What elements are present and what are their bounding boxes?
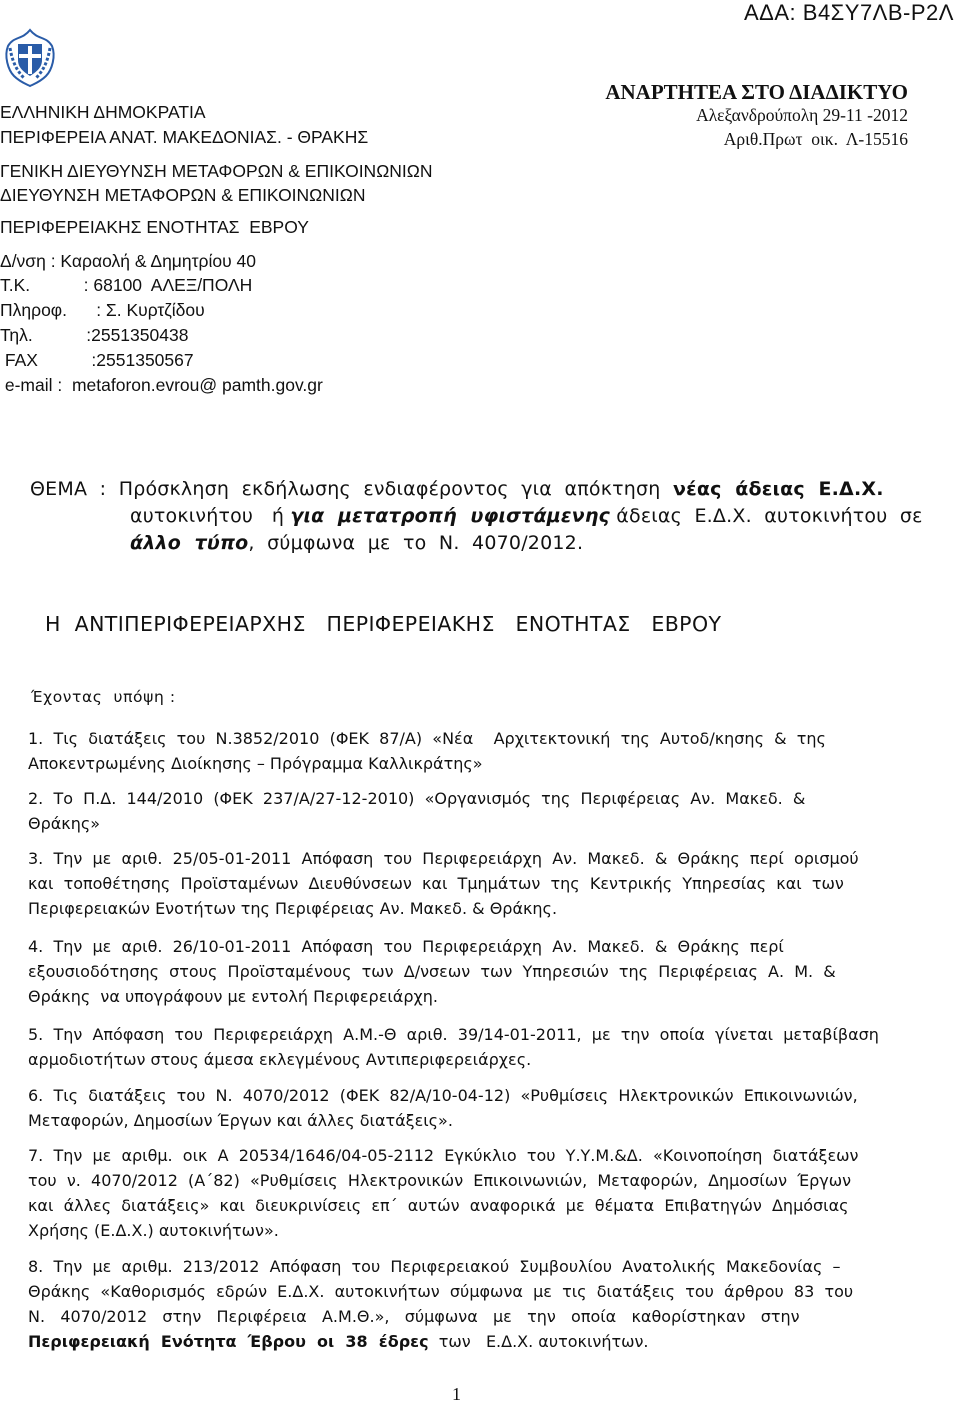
item-line: 3. Την με αριθ. 25/05-01-2011 Απόφαση του Περιφερειάρχη Αν. Μακεδ. & Θράκης περί ορισμού (28, 849, 859, 868)
item-line: του ν. 4070/2012 (Α΄82) «Ρυθμίσεις Ηλεκτρονικών Επικοινωνιών, Μεταφορών, Δημοσίων Έργων (28, 1171, 852, 1190)
list-item (28, 1022, 888, 1072)
ada-code: ΑΔΑ: Β4ΣΥ7ΛΒ-Ρ2Λ (744, 0, 954, 25)
fax-line: FAX :2551350567 (0, 350, 194, 370)
item-line: αρμοδιοτήτων στους άμεσα εκλεγμένους Αντιπεριφερειάρχες. (28, 1050, 532, 1069)
list-item (28, 934, 888, 1009)
list-item (28, 726, 888, 776)
greek-coat-of-arms-icon (4, 26, 56, 88)
item-line: Χρήσης (Ε.Δ.Χ.) αυτοκινήτων». (28, 1221, 279, 1240)
item-line: 8. Την με αριθμ. 213/2012 Απόφαση του Περιφερειακού Συμβουλίου Ανατολικής Μακεδονίας – (28, 1257, 841, 1276)
item-line: 7. Την με αριθμ. οικ Α 20534/1646/04-05-2112 Εγκύκλιο του Υ.Υ.Μ.&Δ. «Κοινοποίηση διατάξεων (28, 1146, 859, 1165)
item-line: εξουσιοδότησης στους Προϊσταμένους των Δ/νσεων των Υπηρεσιών της Περιφέρειας Α. Μ. & (28, 962, 836, 981)
item-line: Θράκης «Καθορισμός εδρών Ε.Δ.Χ. αυτοκινήτων σύμφωνα με τις διατάξεις του άρθρου 83 του (28, 1282, 854, 1301)
item-line (28, 1329, 888, 1354)
item-bold-text: Περιφερειακή Ενότητα Έβρου οι 38 έδρες (28, 1332, 429, 1351)
item-line: 1. Τις διατάξεις του Ν.3852/2010 (ΦΕΚ 87/Α) «Νέα Αρχιτεκτονική της Αυτοδ/κησης & της (28, 729, 826, 748)
item-line: Θράκης να υπογράφουν με εντολή Περιφερειάρχη. (28, 987, 438, 1006)
header-line: ΔΙΕΥΘΥΝΣΗ ΜΕΤΑΦΟΡΩΝ & ΕΠΙΚΟΙΝΩΝΙΩΝ (0, 185, 366, 205)
subject-block (30, 476, 923, 557)
page-number: 1 (452, 1384, 461, 1404)
subject-text-2a: αυτοκινήτου ή (130, 505, 291, 527)
subject-bold-1: νέας άδειας Ε.Δ.Χ. (672, 478, 884, 500)
item-line: Μεταφορών, Δημοσίων Έργων και άλλες διατάξεις». (28, 1111, 453, 1130)
subject-prefix: ΘΕΜΑ : Πρόσκληση εκδήλωσης ενδιαφέροντος για απόκτηση (30, 478, 673, 500)
header-line: ΠΕΡΙΦΕΡΕΙΑΚΗΣ ΕΝΟΤΗΤΑΣ ΕΒΡΟΥ (0, 217, 309, 237)
item-line: Ν. 4070/2012 στην Περιφέρεια Α.Μ.Θ.», σύμφωνα με την οποία καθορίστηκαν στην (28, 1307, 800, 1326)
email-line: e-mail : metaforon.evrou@ pamth.gov.gr (0, 375, 323, 395)
authority-heading: Η ΑΝΤΙΠΕΡΙΦΕΡΕΙΑΡΧΗΣ ΠΕΡΙΦΕΡΕΙΑΚΗΣ ΕΝΟΤΗΤΑΣ ΕΒΡΟΥ (45, 612, 722, 636)
header-line: ΠΕΡΙΦΕΡΕΙΑ ΑΝΑΤ. ΜΑΚΕΔΟΝΙΑΣ. - ΘΡΑΚΗΣ (0, 127, 369, 147)
having-in-view: Έχοντας υπόψη : (31, 688, 176, 706)
item-line: 5. Την Απόφαση του Περιφερειάρχη Α.Μ.-Θ αριθ. 39/14-01-2011, με την οποία γίνεται μεταβίβαση (28, 1025, 879, 1044)
item-line: Περιφερειακών Ενοτήτων της Περιφέρειας Αν. Μακεδ. & Θράκης. (28, 899, 558, 918)
item-text: των Ε.Δ.Χ. αυτοκινήτων. (428, 1332, 649, 1351)
list-item (28, 1143, 888, 1243)
subject-bold-3: άλλο τύπο (130, 532, 249, 554)
item-line: και τοποθέτησης Προϊσταμένων Διευθύνσεων και Τμημάτων της Κεντρικής Υπηρεσίας και των (28, 874, 844, 893)
list-item (28, 846, 888, 921)
protocol-number: Αριθ.Πρωτ οικ. Λ-15516 (723, 129, 908, 149)
postcode-line: Τ.Κ. : 68100 ΑΛΕΞ/ΠΟΛΗ (0, 275, 253, 295)
address-line: Δ/νση : Καραολή & Δημητρίου 40 (0, 251, 257, 271)
item-line: 2. Το Π.Δ. 144/2010 (ΦΕΚ 237/Α/27-12-2010) «Οργανισμός της Περιφέρειας Αν. Μακεδ. & (28, 789, 806, 808)
phone-line: Τηλ. :2551350438 (0, 325, 189, 345)
subject-text-3: , σύμφωνα με το Ν. 4070/2012. (248, 532, 584, 554)
subject-bold-2: για μετατροπή υφιστάμενης (290, 505, 611, 527)
item-line: Αποκεντρωμένης Διοίκησης – Πρόγραμμα Καλλικράτης» (28, 754, 483, 773)
header-line: ΕΛΛΗΝΙΚΗ ΔΗΜΟΚΡΑΤΙΑ (0, 102, 206, 122)
header-line: ΓΕΝΙΚΗ ΔΙΕΥΘΥΝΣΗ ΜΕΤΑΦΟΡΩΝ & ΕΠΙΚΟΙΝΩΝΙΩΝ (0, 161, 433, 181)
list-item (28, 1083, 888, 1133)
list-item (28, 1254, 888, 1354)
item-line: και άλλες διατάξεις» και διευκρινίσεις επ΄ αυτών αναφορικά με θέματα Επιβατηγών Δημόσιας (28, 1196, 849, 1215)
item-line: 4. Την με αριθ. 26/10-01-2011 Απόφαση του Περιφερειάρχη Αν. Μακεδ. & Θράκης περί (28, 937, 784, 956)
item-line: Θράκης» (28, 814, 101, 833)
info-line: Πληροφ. : Σ. Κυρτζίδου (0, 300, 205, 320)
posting-label: ΑΝΑΡΤΗΤΕΑ ΣΤΟ ΔΙΑΔΙΚΤΥΟ (605, 80, 908, 104)
subject-text-2b: άδειας Ε.Δ.Χ. αυτοκινήτου σε (610, 505, 923, 527)
list-item (28, 786, 888, 836)
place-date: Αλεξανδρούπολη 29-11 -2012 (696, 105, 908, 125)
item-line: 6. Τις διατάξεις του Ν. 4070/2012 (ΦΕΚ 82/Α/10-04-12) «Ρυθμίσεις Ηλεκτρονικών Επικοινωνιών, (28, 1086, 858, 1105)
